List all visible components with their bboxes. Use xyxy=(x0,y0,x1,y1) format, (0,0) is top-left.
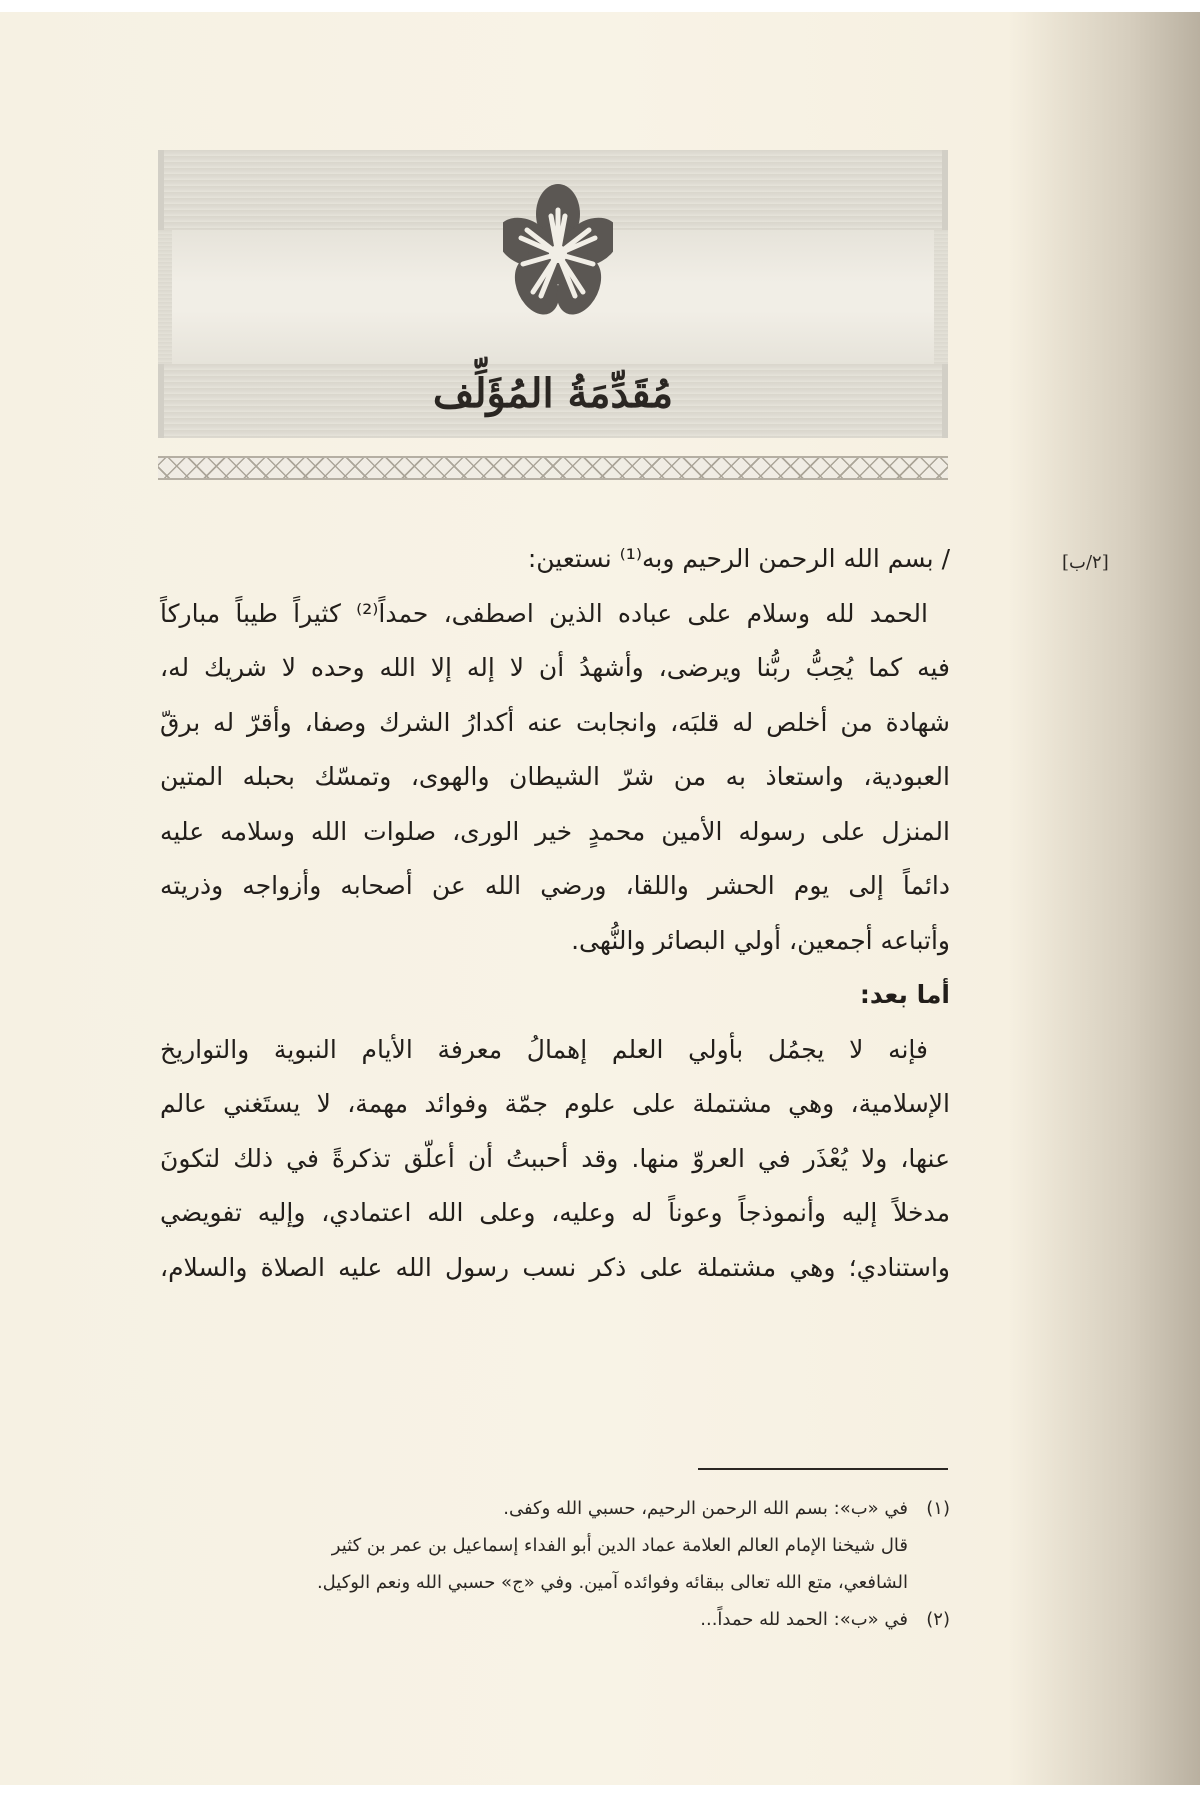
text-line: الإسلامية، وهي مشتملة على علوم جمّة وفوائد مهمة، لا يستَغني عالم xyxy=(160,1089,950,1118)
main-text xyxy=(160,532,950,1295)
text-line: عنها، ولا يُعْذَر في العروّ منها. وقد أحببتُ أن أعلّق تذكرةً في ذلك لتكونَ xyxy=(160,1143,950,1173)
text-line: العبودية، واستعاذ به من شرّ الشيطان والهوى، وتمسّك بحبله المتين xyxy=(160,762,950,791)
footnotes xyxy=(160,1490,950,1638)
footnote-number: (٢) xyxy=(926,1609,950,1630)
header-ornament-side-left xyxy=(158,230,172,364)
footnote-text: قال شيخنا الإمام العالم العلامة عماد الدين أبو الفداء إسماعيل بن عمر بن كثير xyxy=(331,1535,908,1556)
book-page xyxy=(0,12,1200,1785)
text-line: دائماً إلى يوم الحشر واللقا، ورضي الله عن أصحابه وأزواجه وذريته xyxy=(160,871,950,900)
text-line: فإنه لا يجمُل بأولي العلم إهمالُ معرفة الأيام النبوية والتواريخ xyxy=(160,1034,928,1064)
footnote-text: في «ب»: بسم الله الرحمن الرحيم، حسبي الله وكفى. xyxy=(503,1498,908,1519)
text-line: الحمد لله وسلام على عباده الذين اصطفى، حمداً⁽²⁾ كثيراً طيباً مباركاً xyxy=(160,598,928,628)
text-line: فيه كما يُحِبُّ ربُّنا ويرضى، وأشهدُ أن لا إله إلا الله وحده لا شريك له، xyxy=(160,653,950,682)
footnote-text: الشافعي، متع الله تعالى ببقائه وفوائده آمين. وفي «ج» حسبي الله ونعم الوكيل. xyxy=(316,1572,908,1593)
header-ornament-side-right xyxy=(934,230,948,364)
text-line: المنزل على رسوله الأمين محمدٍ خير الورى، صلوات الله وسلامه عليه xyxy=(160,816,950,846)
footnote-1 xyxy=(160,1490,950,1527)
flower-ornament-icon xyxy=(503,182,613,322)
chapter-title: مُقَدِّمَةُ المُؤَلِّف xyxy=(432,370,674,417)
footnote-number: (١) xyxy=(926,1498,950,1519)
text-line: مدخلاً إليه وأنموذجاً وعوناً له وعليه، وعلى الله اعتمادي، وإليه تفويضي xyxy=(160,1198,950,1227)
folio-marker: [٢/ب] xyxy=(1062,552,1109,573)
text-line: واستنادي؛ وهي مشتملة على ذكر نسب رسول الله عليه الصلاة والسلام، xyxy=(160,1252,950,1282)
text-line: شهادة من أخلص له قلبَه، وانجابت عنه أكدارُ الشرك وصفا، وأقرّ له برقّ xyxy=(160,707,950,737)
section-heading: أما بعد: xyxy=(859,980,950,1009)
text-line-basmala: / بسم الله الرحمن الرحيم وبه⁽¹⁾ نستعين: xyxy=(527,544,950,573)
text-line: وأتباعه أجمعين، أولي البصائر والنُّهى. xyxy=(571,925,950,955)
footnote-text: في «ب»: الحمد لله حمداً... xyxy=(700,1609,908,1630)
footnote-separator xyxy=(698,1468,948,1470)
footnote-2 xyxy=(160,1601,950,1638)
decorative-border-strip xyxy=(158,456,948,480)
